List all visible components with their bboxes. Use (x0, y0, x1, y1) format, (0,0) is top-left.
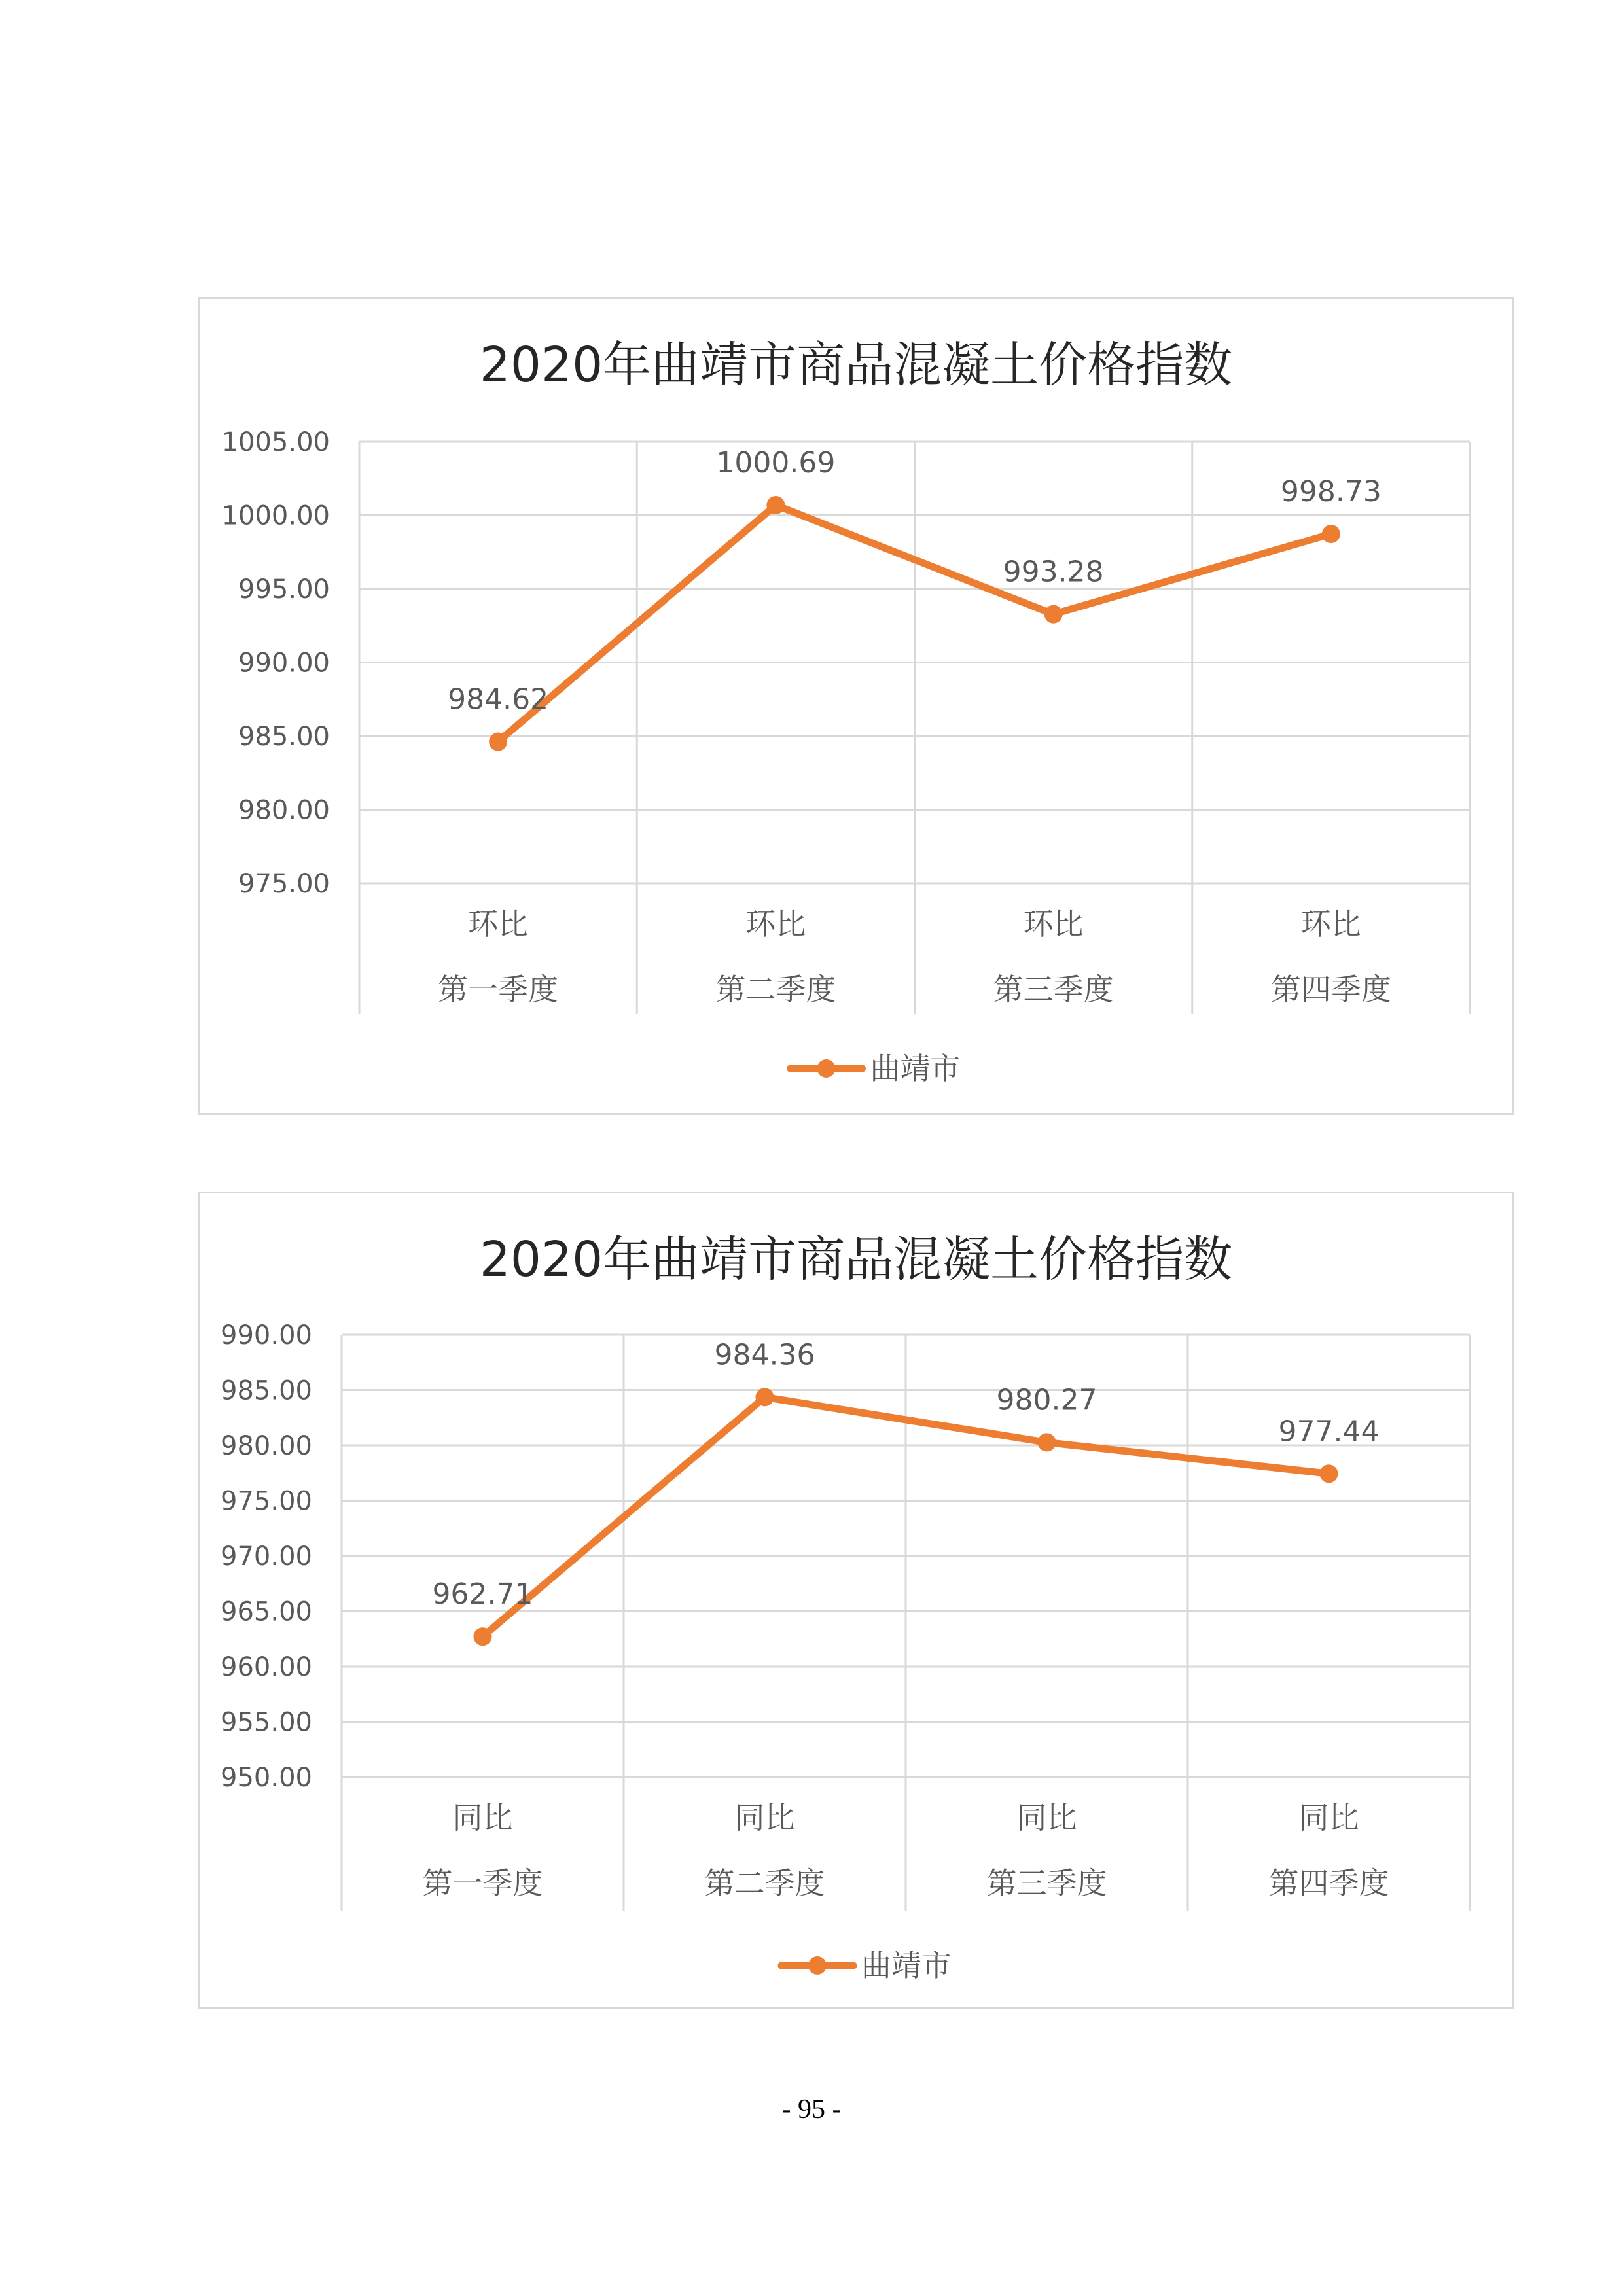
y-tick-label: 975.00 (238, 869, 330, 899)
y-tick-label: 1000.00 (221, 501, 330, 531)
data-point (489, 733, 507, 751)
x-tick-label-bottom: 第三季度 (986, 1865, 1107, 1901)
x-tick-label-top: 环比 (1300, 906, 1361, 942)
legend-label: 曲靖市 (870, 1051, 961, 1086)
y-tick-label: 965.00 (221, 1597, 312, 1627)
y-tick-label: 975.00 (221, 1486, 312, 1517)
x-tick-label-top: 环比 (745, 906, 806, 942)
page-number: - 95 - (781, 2094, 842, 2125)
y-tick-label: 980.00 (238, 795, 330, 826)
x-tick-label-top: 同比 (1298, 1800, 1359, 1835)
x-tick-label-bottom: 第二季度 (704, 1865, 825, 1901)
x-tick-label-bottom: 第一季度 (422, 1865, 543, 1901)
x-tick-label-bottom: 第一季度 (438, 972, 559, 1007)
legend-marker (808, 1956, 827, 1975)
data-label: 984.62 (448, 682, 549, 716)
legend-marker (817, 1059, 836, 1078)
data-point (1322, 525, 1340, 543)
y-tick-label: 990.00 (238, 648, 330, 679)
y-tick-label: 985.00 (221, 1375, 312, 1406)
chart-title: 2020年曲靖市商品混凝土价格指数 (479, 1231, 1233, 1288)
legend-label: 曲靖市 (861, 1948, 952, 1983)
x-tick-label-top: 同比 (1016, 1800, 1077, 1835)
data-label: 1000.69 (716, 446, 836, 480)
y-tick-label: 955.00 (221, 1707, 312, 1738)
y-tick-label: 960.00 (221, 1652, 312, 1682)
data-label: 977.44 (1278, 1415, 1380, 1449)
data-label: 962.71 (432, 1578, 533, 1612)
y-tick-label: 985.00 (238, 722, 330, 752)
data-point (766, 496, 785, 514)
x-tick-label-top: 环比 (1023, 906, 1084, 942)
x-tick-label-bottom: 第四季度 (1268, 1865, 1389, 1901)
y-tick-label: 995.00 (238, 574, 330, 605)
data-label: 984.36 (714, 1338, 815, 1372)
chart-plot (200, 299, 1512, 1113)
x-tick-label-top: 环比 (468, 906, 529, 942)
data-point (1038, 1433, 1056, 1451)
x-tick-label-bottom: 第二季度 (715, 972, 836, 1007)
chart-plot (200, 1193, 1512, 2007)
data-point (474, 1627, 492, 1646)
y-tick-label: 980.00 (221, 1431, 312, 1461)
y-tick-label: 970.00 (221, 1542, 312, 1572)
data-label: 980.27 (996, 1383, 1097, 1417)
chart-1 (198, 297, 1514, 1115)
data-point (1320, 1464, 1338, 1483)
chart-title: 2020年曲靖市商品混凝土价格指数 (479, 337, 1233, 393)
x-tick-label-top: 同比 (734, 1800, 795, 1835)
chart-2 (198, 1192, 1514, 2009)
data-point (1044, 605, 1063, 624)
data-point (756, 1388, 774, 1406)
x-tick-label-top: 同比 (452, 1800, 513, 1835)
x-tick-label-bottom: 第四季度 (1270, 972, 1391, 1007)
x-tick-label-bottom: 第三季度 (993, 972, 1114, 1007)
y-tick-label: 950.00 (221, 1763, 312, 1793)
data-label: 998.73 (1280, 475, 1382, 509)
data-label: 993.28 (1003, 555, 1104, 589)
y-tick-label: 1005.00 (221, 427, 330, 457)
y-tick-label: 990.00 (221, 1320, 312, 1351)
